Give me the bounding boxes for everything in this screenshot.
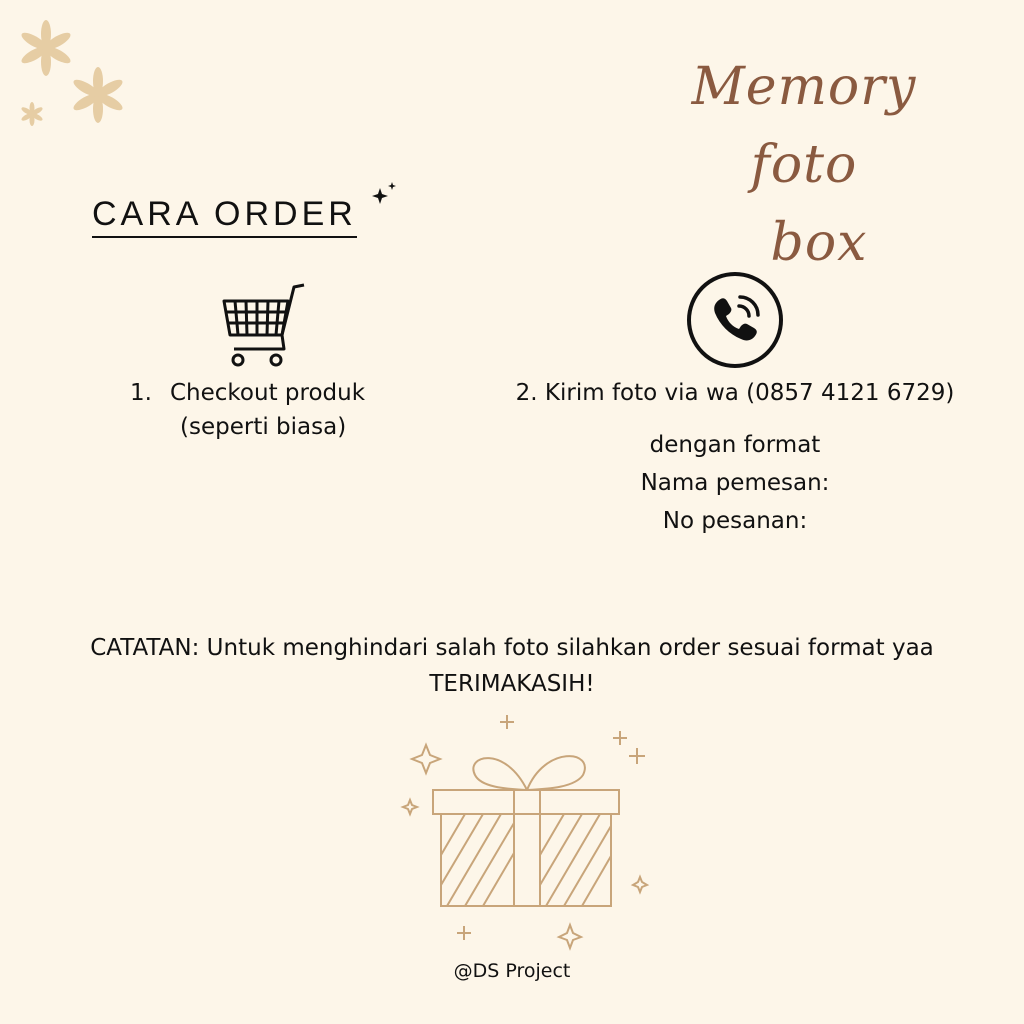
brand-title-line2: box [770,213,868,273]
note-line2: TERIMAKASIH! [429,671,595,697]
format-line1: dengan format [649,432,821,458]
format-line2: Nama pemesan: [640,470,830,496]
step-1 [130,376,430,444]
shopping-cart-icon [218,283,310,371]
phone-icon [686,271,784,369]
brand-title-line1: Memory foto [691,57,917,195]
flower-decoration-icon [0,0,150,140]
sparkle-icon [370,178,400,208]
step-1-line1: Checkout produk [170,380,366,406]
order-format [560,426,910,540]
step-1-line2: (seperti biasa) [180,414,347,440]
step-2 [470,376,1000,410]
section-heading-wrap [92,195,357,238]
step-1-number: 1. [130,380,152,406]
gift-box-icon [395,705,665,960]
note-line1: CATATAN: Untuk menghindari salah foto silahkan order sesuai format yaa [90,635,934,661]
format-line3: No pesanan: [662,508,808,534]
note [0,630,1024,702]
step-2-line1: 2. Kirim foto via wa (0857 4121 6729) [515,380,955,406]
footer-credit: @DS Project [453,960,571,982]
section-heading: CARA ORDER [92,195,357,238]
brand-title [634,48,974,282]
